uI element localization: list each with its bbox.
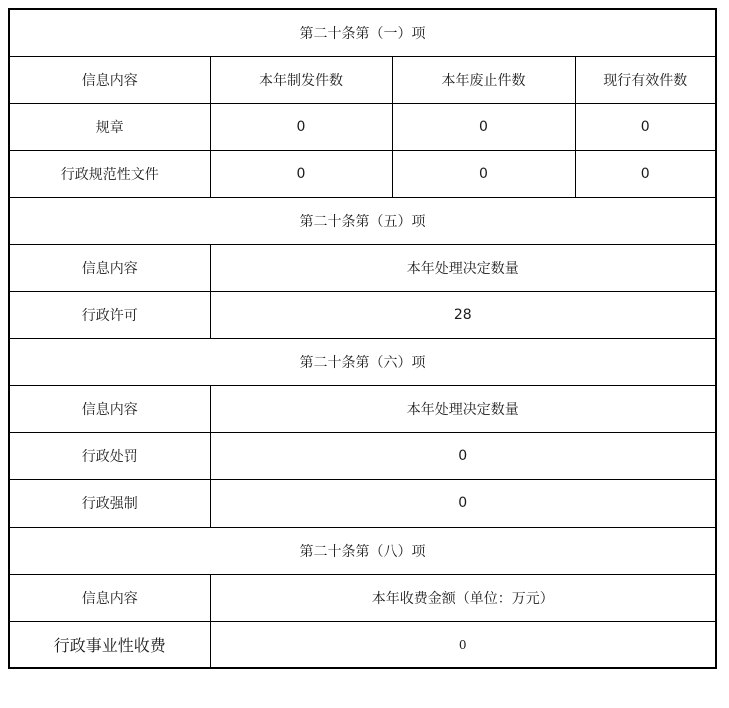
- section-title: 第二十条第（一）项: [9, 9, 716, 56]
- header-row: [9, 574, 716, 621]
- value-cell: 0: [392, 150, 575, 197]
- disclosure-table: [8, 8, 717, 669]
- table-row: [9, 150, 716, 197]
- table-row: [9, 292, 716, 339]
- header-cell: 本年废止件数: [392, 56, 575, 103]
- header-row: [9, 386, 716, 433]
- section-title: 第二十条第（八）项: [9, 527, 716, 574]
- value-cell: 0: [575, 150, 716, 197]
- row-label: 行政事业性收费: [9, 621, 210, 668]
- section-title-row: [9, 197, 716, 244]
- header-cell: 现行有效件数: [575, 56, 716, 103]
- header-cell: 信息内容: [9, 56, 210, 103]
- header-row: [9, 56, 716, 103]
- value-cell: 0: [210, 103, 392, 150]
- value-cell: 0: [210, 433, 716, 480]
- row-label: 行政处罚: [9, 433, 210, 480]
- row-label: 行政强制: [9, 480, 210, 527]
- section-title: 第二十条第（五）项: [9, 197, 716, 244]
- section-title-row: [9, 527, 716, 574]
- section-title: 第二十条第（六）项: [9, 339, 716, 386]
- value-cell: 0: [392, 103, 575, 150]
- value-cell: 0: [210, 621, 716, 668]
- section-title-row: [9, 339, 716, 386]
- row-label: 规章: [9, 103, 210, 150]
- section-title-row: [9, 9, 716, 56]
- header-cell: 本年制发件数: [210, 56, 392, 103]
- header-cell: 信息内容: [9, 574, 210, 621]
- header-cell: 本年处理决定数量: [210, 386, 716, 433]
- value-cell: 0: [210, 480, 716, 527]
- table-row: [9, 621, 716, 668]
- row-label: 行政许可: [9, 292, 210, 339]
- value-cell: 0: [210, 150, 392, 197]
- header-cell: 本年处理决定数量: [210, 244, 716, 291]
- header-cell: 信息内容: [9, 244, 210, 291]
- row-label: 行政规范性文件: [9, 150, 210, 197]
- table-row: [9, 103, 716, 150]
- value-cell: 28: [210, 292, 716, 339]
- table-row: [9, 480, 716, 527]
- header-cell: 本年收费金额（单位：万元）: [210, 574, 716, 621]
- header-cell: 信息内容: [9, 386, 210, 433]
- header-row: [9, 244, 716, 291]
- value-cell: 0: [575, 103, 716, 150]
- table-row: [9, 433, 716, 480]
